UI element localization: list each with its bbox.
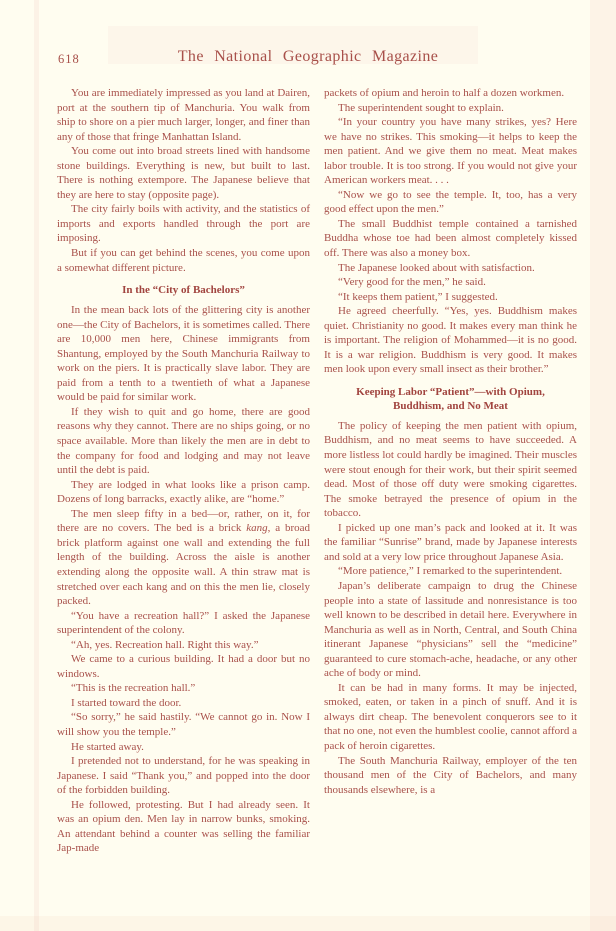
paragraph: We came to a curious building. It had a door but no windows. (57, 653, 310, 680)
journal-title: The National Geographic Magazine (177, 48, 439, 65)
paragraph: You are immediately impressed as you land at Dairen, port at the southern tip of Manchuria. You walk from ship to shore on a pier much larger, longer, and finer than any of those that fringe Manhattan Island. (57, 87, 310, 143)
page-number: 618 (58, 52, 80, 66)
paragraph: In the mean back lots of the glittering city is another one—the City of Bachelors, it is sometimes called. There are 10,000 men here, Chinese immigrants from Shantung, employed by the South Manchuria Railway to work on the piers. It is practically slave labor. They are paid from a tenth to a twentieth of what a Japanese would be paid for similar work. (57, 304, 310, 404)
paragraph: It can be had in many forms. It may be injected, smoked, eaten, or taken in a pinch of snuff. And it is always dirt cheap. The benevolent conquerors see to it that no one, not even the humblest coolie, cannot afford a pack of heroin cigarettes. (324, 681, 577, 752)
paragraph: “It keeps them patient,” I suggested. (338, 290, 498, 303)
scan-artifact-left (34, 0, 39, 931)
paragraph: “More patience,” I remarked to the superintendent. (338, 565, 563, 578)
paragraph: “Now we go to see the temple. It, too, has a very good effect upon the men.” (324, 188, 577, 216)
paragraph: “So sorry,” he said hastily. “We cannot go in. Now I will show you the temple.” (57, 711, 310, 738)
paragraph: You come out into broad streets lined with handsome stone buildings. Everything is new, but built to last. There is nothing extempore. The Japanese believe that they are here to stay (opposite page). (57, 145, 310, 201)
paragraph: The policy of keeping the men patient with opium, Buddhism, and no meat seems to have succeeded. A more listless lot could hardly be imagined. Their muscles were stout enough for their work, but their spirit seemed dead. Most of those off duty were smoking cigarettes. The smoke betrayed the presence of opium in the tobacco. (324, 419, 577, 520)
paragraph: The small Buddhist temple contained a tarnished Buddha whose toe had been almost completely kissed off. There was also a money box. (324, 217, 577, 260)
text-columns (57, 86, 577, 856)
paragraph: I picked up one man’s pack and looked at it. It was the familiar “Sunrise” brand, made by Japanese interests and sold at a very low price throughout Japanese Asia. (324, 521, 577, 563)
paragraph: The superintendent sought to explain. (338, 101, 504, 114)
paragraph: But if you can get behind the scenes, you come upon a somewhat different picture. (57, 247, 310, 274)
paragraph: “Very good for the men,” he said. (338, 276, 486, 289)
paragraph: “You have a recreation hall?” I asked the Japanese superintendent of the colony. (57, 609, 310, 637)
paragraph: I started toward the door. (71, 696, 182, 709)
paragraph: The city fairly boils with activity, and the statistics of imports and exports handled through the port are imposing. (57, 203, 310, 245)
paragraph: I pretended not to understand, for he was speaking in Japanese. I said “Thank you,” and popped into the door of the forbidden building. (57, 755, 310, 797)
section-heading: In the “City of Bachelors” (122, 284, 245, 297)
paragraph: The South Manchuria Railway, employer of the ten thousand men of the City of Bachelors, and many thousands elsewhere, is a (324, 754, 577, 796)
left-column (57, 86, 310, 856)
scan-artifact-right (590, 0, 616, 931)
paragraph: He agreed cheerfully. “Yes, yes. Buddhism makes quiet. Christianity no good. It makes every man think he is important. The religion of Mohammed—it is no good. It is a war religion. Buddhism is very good. It makes men look upon every small insect as their brother.” (324, 305, 577, 376)
paragraph: The Japanese looked about with satisfaction. (338, 261, 535, 274)
section-heading: Keeping Labor “Patient”—with Opium, Buddhism, and No Meat (356, 385, 545, 412)
scan-artifact-bottom (0, 916, 616, 931)
paragraph: packets of opium and heroin to half a dozen workmen. (324, 87, 565, 99)
paragraph: They are lodged in what looks like a prison camp. Dozens of long barracks, exactly alike, are “home.” (57, 478, 310, 506)
paragraph: “This is the recreation hall.” (71, 682, 196, 695)
paragraph: The men sleep fifty in a bed—or, rather, on it, for there are no covers. The bed is a brick kang, a broad brick platform against one wall and extending the full length of the building. Across the aisle is another extending along the opposite wall. A thin straw mat is stretched over each kang and on this the men lie, closely packed. (57, 507, 310, 608)
paragraph: He started away. (71, 740, 144, 753)
paragraph: Japan’s deliberate campaign to drug the Chinese people into a state of lassitude and nonresistance is too well known to be described in detail here. Everywhere in Manchuria as well as in North, Central, and South China itinerant Japanese “physicians” sell the “medicine” guaranteed to cure stomach-ache, headache, or any other ache of body or mind. (324, 579, 577, 680)
paragraph: “In your country you have many strikes, yes? Here we have no strikes. This smoking—it helps to keep the men patient. And we give them no meat. Meat makes labor trouble. It is too strong. If you would not give your American workers meat. . . . (324, 116, 577, 187)
paragraph: If they wish to quit and go home, there are good reasons why they cannot. There are no ships going, or no space available. More than likely the men are in debt to the company for food and lodging and may not leave until the debt is paid. (57, 405, 310, 477)
page-header (0, 48, 616, 74)
paragraph: “Ah, yes. Recreation hall. Right this way.” (71, 638, 259, 651)
paragraph: He followed, protesting. But I had already seen. It was an opium den. Men lay in narrow bunks, smoking. An attendant behind a counter was selling the familiar Jap-made (57, 798, 310, 855)
right-column (324, 86, 577, 856)
